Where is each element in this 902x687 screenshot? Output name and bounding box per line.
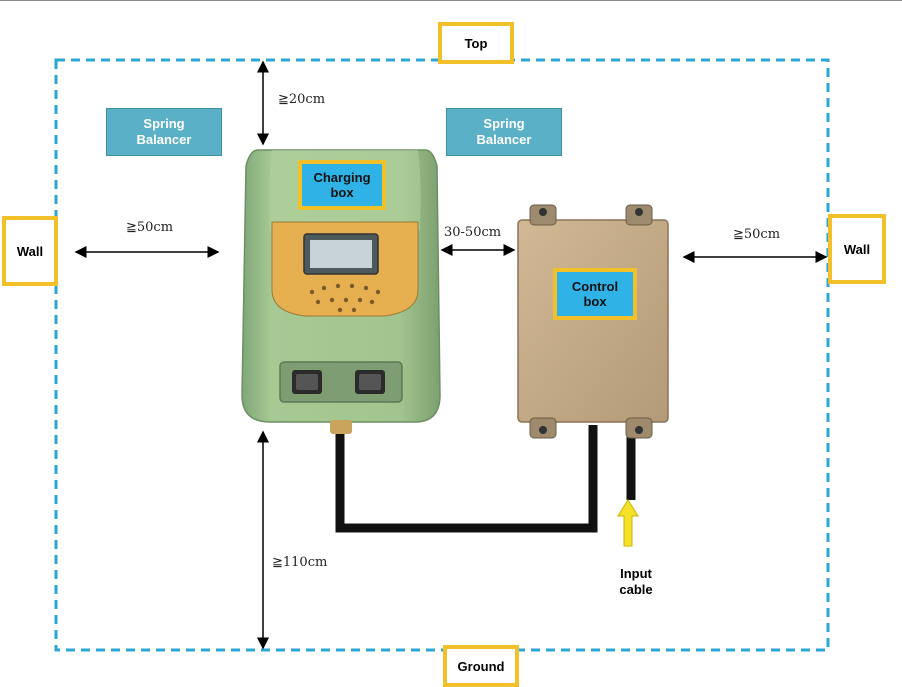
between-boxes-text: 30-50cm bbox=[444, 225, 502, 240]
left-clearance-text: ≧50cm bbox=[126, 220, 174, 235]
right-clearance-text: ≧50cm bbox=[733, 227, 781, 242]
top-clearance-text: ≧20cm bbox=[278, 92, 326, 107]
spring-balancer-right: Spring Balancer bbox=[446, 108, 562, 156]
control-box bbox=[518, 205, 668, 438]
input-cable-label: Input cable bbox=[619, 566, 653, 597]
wall-left-label: Wall bbox=[2, 216, 58, 286]
connecting-cable bbox=[340, 425, 593, 528]
ground-label: Ground bbox=[443, 645, 519, 687]
top-label: Top bbox=[438, 22, 514, 64]
input-arrow bbox=[618, 500, 638, 546]
charging-box-label: Charging box bbox=[298, 160, 386, 210]
wall-right-label: Wall bbox=[828, 214, 886, 284]
spring-balancer-left: Spring Balancer bbox=[106, 108, 222, 156]
ground-clearance-text: ≧110cm bbox=[272, 555, 328, 570]
control-box-label: Control box bbox=[553, 268, 637, 320]
